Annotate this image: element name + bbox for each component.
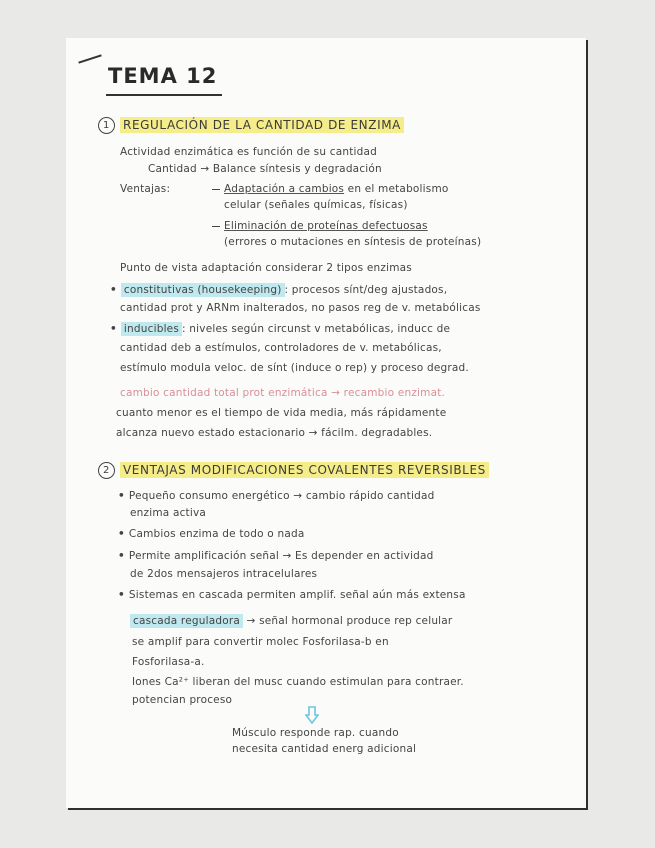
section2-heading [98, 462, 489, 479]
s2-line: necesita cantidad energ adicional [232, 743, 417, 755]
s2-line: de 2dos mensajeros intracelulares [130, 568, 318, 580]
s2-line: se amplif para convertir molec Fosforilasa-b en [132, 636, 389, 648]
s1-line: alcanza nuevo estado estacionario → fácilm. degradables. [116, 427, 433, 439]
s1-line: cantidad deb a estímulos, controladores de v. metabólicas, [120, 342, 442, 354]
s2-bullet: • Cambios enzima de todo o nada [118, 528, 305, 540]
section2-heading-text: VENTAJAS MODIFICACIONES COVALENTES REVERSIBLES [120, 462, 489, 478]
s1-line: Ventajas: [120, 183, 171, 195]
s1-line: Cantidad → Balance síntesis y degradación [148, 163, 382, 175]
s1-advantage-1: Adaptación a cambios en el metabolismo [212, 183, 449, 195]
s1-line: Punto de vista adaptación considerar 2 tipos enzimas [120, 262, 412, 274]
s1-constitutive: • constitutivas (housekeeping) : procesos sínt/deg ajustados, [110, 284, 448, 296]
s1-line: cuanto menor es el tiempo de vida media, más rápidamente [116, 407, 447, 419]
s2-cascade: cascada reguladora → señal hormonal produce rep celular [130, 615, 452, 627]
section1-heading [98, 117, 404, 134]
s2-line: Iones Ca²⁺ liberan del musc cuando estimulan para contraer. [132, 676, 464, 688]
s2-line: Fosforilasa-a. [132, 656, 205, 668]
s2-line: Músculo responde rap. cuando [232, 727, 399, 739]
s1-turnover-note: cambio cantidad total prot enzimática → recambio enzimat. [120, 387, 446, 399]
s1-inducible: • inducibles : niveles según circunst v metabólicas, inducc de [110, 323, 451, 335]
s2-bullet: • Sistemas en cascada permiten amplif. señal aún más extensa [118, 589, 466, 601]
s1-line: cantidad prot y ARNm inalterados, no pasos reg de v. metabólicas [120, 302, 481, 314]
section2-number: 2 [98, 462, 115, 479]
section1-number: 1 [98, 117, 115, 134]
section1-heading-text: REGULACIÓN DE LA CANTIDAD DE ENZIMA [120, 117, 404, 133]
s1-advantage-2: Eliminación de proteínas defectuosas [212, 220, 428, 232]
s2-line: potencian proceso [132, 694, 233, 706]
s2-bullet: • Pequeño consumo energético → cambio rápido cantidad [118, 490, 435, 502]
page-title: TEMA 12 [108, 64, 218, 88]
s1-line: Actividad enzimática es función de su cantidad [120, 146, 377, 158]
s2-line: enzima activa [130, 507, 207, 519]
s2-bullet: • Permite amplificación señal → Es depender en actividad [118, 550, 434, 562]
arrow-down-icon [305, 706, 319, 724]
s1-line: estímulo modula veloc. de sínt (induce o rep) y proceso degrad. [120, 362, 469, 374]
s1-line: (errores o mutaciones en síntesis de proteínas) [224, 236, 482, 248]
title-underline [106, 94, 222, 96]
s1-line: celular (señales químicas, físicas) [224, 199, 408, 211]
